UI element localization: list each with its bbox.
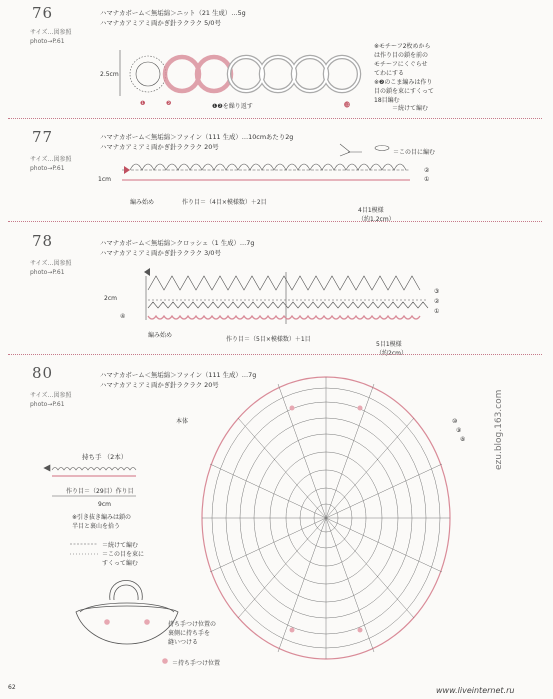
section-78-row-4: ④ [120, 313, 126, 320]
page-number: 62 [8, 684, 16, 691]
section-77-legend: ＝この目に編む [393, 149, 436, 156]
handle-base: 作り目＝（29目）作り目 [66, 488, 134, 495]
section-76-materials: ハマナカボーム＜無垢綿＞ニット（21 生成）…5g ハマナカアミアミ両かぎ針ラクラク 5/0号 [100, 9, 246, 27]
section-77-row-1: ① [424, 176, 430, 183]
section-76-marker-2: ❷ [166, 100, 172, 107]
attach-note: 持ち手つけ位置の 裏側に持ち手を 縫いつける [168, 621, 217, 646]
bag-illustration [72, 570, 182, 655]
section-77-dimension: 1cm [98, 176, 111, 183]
body-round-chart [196, 368, 456, 666]
section-76-ring-chain-diagram [120, 44, 380, 104]
section-76-marker-13: ⓭ [344, 102, 351, 109]
section-76-note: ※モチーフ2枚めから は作り目の鎖を前の モチーフにくぐらせ てわにする ※❷のこま編みは作り 目の鎖を束にすくって 18目編む [374, 43, 434, 104]
section-77-number: 77 [32, 128, 54, 146]
section-76-number: 76 [32, 4, 54, 22]
handle-note: ※引き抜き編みは鎖の 半目と裏山を拾う [72, 514, 132, 530]
section-separator-1 [8, 118, 542, 119]
handle-length: 9cm [98, 501, 111, 508]
handle-diagram [44, 462, 144, 512]
section-78-row-3: ③ [434, 288, 440, 295]
section-80-size-ref: サイズ…図参照 photo→P.61 [30, 392, 72, 408]
footer-site: www.liveinternet.ru [436, 686, 515, 695]
section-separator-2 [8, 221, 542, 222]
section-76-marker-repeat: ❶❷を繰り返す [212, 103, 253, 110]
section-77-repeat: 4目1模様 （約1.2cm） [358, 207, 395, 223]
legend-symbols [70, 540, 100, 562]
round-9: ⑨ [456, 427, 462, 434]
section-78-lace-diagram [136, 268, 436, 328]
section-78-row-2: ② [434, 298, 440, 305]
round-10: ⑩ [452, 418, 458, 425]
handle-title: 持ち手 （2本） [82, 453, 128, 461]
section-78-row-1: ① [434, 308, 440, 315]
section-76-legend: ＝続けて編む [392, 105, 429, 112]
legend-continue: ＝続けて編む [102, 542, 139, 549]
section-80-materials: ハマナカボーム＜無垢綿＞ファイン（111 生成）…7g ハマナカアミアミ両かぎ針ラクラク 20号 [100, 371, 257, 389]
section-77-materials: ハマナカボーム＜無垢綿＞ファイン（111 生成）…10cmあたり2g ハマナカアミアミ両かぎ針ラクラク 20号 [100, 133, 294, 151]
section-77-base: 作り目＝（4目×模様数）＋2目 [182, 199, 267, 206]
section-78-materials: ハマナカボーム＜無垢綿＞クロッシェ（1 生成）…7g ハマナカアミアミ両かぎ針ラクラク 3/0号 [100, 239, 255, 257]
section-78-number: 78 [32, 232, 54, 250]
section-78-dimension: 2cm [104, 295, 117, 302]
legend-bunch: ＝この目を束に すくって編む [102, 551, 145, 567]
section-78-base: 作り目＝（5目×模様数）＋1目 [226, 336, 311, 343]
section-76-size-ref: サイズ…図参照 photo→P.61 [30, 29, 72, 45]
section-78-size-ref: サイズ…図参照 photo→P.61 [30, 260, 72, 276]
section-78-repeat: 5目1模様 （約2cm） [376, 341, 407, 357]
body-label: 本体 [176, 418, 189, 425]
section-80-number: 80 [32, 364, 54, 382]
section-77-lace-diagram [120, 138, 420, 198]
section-78-start: 編み始め [148, 332, 173, 339]
attach-legend: ＝持ち手つけ位置 [172, 660, 221, 667]
watermark-vertical: ezu.blog.163.com [494, 389, 504, 470]
section-76-marker-1: ❶ [140, 100, 146, 107]
section-77-start: 編み始め [130, 199, 155, 206]
section-77-size-ref: サイズ…図参照 photo→P.61 [30, 156, 72, 172]
section-76-dimension: 2.5cm [100, 71, 119, 78]
section-separator-3 [8, 354, 542, 355]
round-8: ⑧ [460, 436, 466, 443]
attach-legend-dot [160, 656, 170, 666]
section-77-row-2: ② [424, 167, 430, 174]
